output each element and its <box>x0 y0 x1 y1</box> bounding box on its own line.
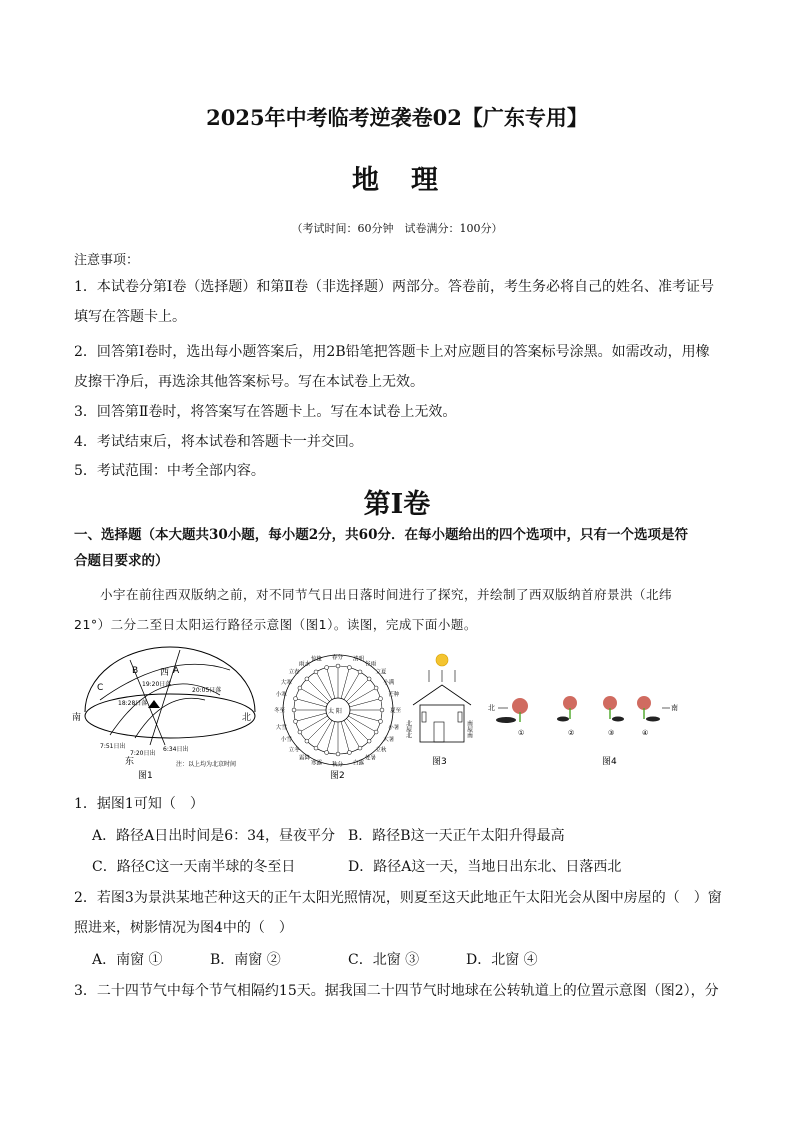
fig2-earth-dot <box>379 697 383 701</box>
q2-stem-line-2: 照进来，树影情况为图4中的（ ） <box>74 920 293 936</box>
fig2-term-label: 小雪 <box>280 737 292 743</box>
fig2-spoke <box>295 699 326 707</box>
intro-line-2: 21°）二分二至日太阳运行路径示意图（图1）。读图，完成下面小题。 <box>74 617 477 632</box>
fig2-spoke <box>350 713 381 721</box>
fig1-south: 南 <box>72 713 82 723</box>
fig2-spoke <box>295 713 326 721</box>
q2-option-b[interactable]: B．南窗 ② <box>210 952 281 968</box>
fig2-earth-dot <box>305 677 309 681</box>
notice-item-1-line-1: 1．本试卷分第Ⅰ卷（选择题）和第Ⅱ卷（非选择题）两部分。答卷前，考生务必将自己的姓名、准考证号 <box>74 279 714 295</box>
notice-item-2-line-1: 2．回答第Ⅰ卷时，选出每小题答案后，用2B铅笔把答题卡上对应题目的答案标号涂黑。如需改动，用橡 <box>74 344 710 360</box>
fig2-center: 太 阳 <box>328 708 342 715</box>
fig2-term-label: 惊蛰 <box>311 656 323 663</box>
q3-stem-line-1: 3．二十四节气中每个节气相隔约15天。据我国二十四节气时地球在公转轨道上的位置示意图（图2），分 <box>74 983 719 999</box>
q1-stem: 1．据图1可知（ ） <box>74 796 204 812</box>
fig2-earth-dot <box>314 746 318 750</box>
fig2-earth-dot <box>293 719 297 723</box>
fig1-path-b: B <box>132 666 139 676</box>
fig2-term-label: 夏至 <box>390 708 402 714</box>
fig4-south: 南 <box>671 704 678 712</box>
fig2-spoke <box>316 720 332 748</box>
fig2-term-label: 寒露 <box>311 760 323 767</box>
fig1-t-1920: 19:20日落 <box>142 681 172 688</box>
fig1-note: 注：以上均为北京时间 <box>176 761 237 768</box>
fig2-term-label: 冬至 <box>274 708 286 714</box>
subject-char-1: 地 <box>352 165 383 196</box>
fig1-t-1828: 18:28日落 <box>118 700 148 707</box>
q2-option-d[interactable]: D．北窗 ④ <box>466 952 538 968</box>
fig2-term-label: 霜降 <box>299 755 311 762</box>
fig2-earth-dot <box>314 670 318 674</box>
figure-4 <box>488 696 678 767</box>
fig2-spoke <box>344 720 360 748</box>
notice-item-5: 5．考试范围：中考全部内容。 <box>74 463 265 479</box>
fig2-spoke <box>300 688 328 704</box>
fig2-earth-dot <box>325 665 329 669</box>
fig2-earth-dot <box>374 730 378 734</box>
fig2-spoke <box>350 699 381 707</box>
intro-line-1: 小宇在前往西双版纳之前，对不同节气日出日落时间进行了探究，并绘制了西双版纳首府景洪（北纬 <box>100 587 673 602</box>
q2-option-a[interactable]: A．南窗 ① <box>92 952 163 968</box>
notice-item-1-line-2: 填写在答题卡上。 <box>74 309 186 325</box>
fig4-north: 北 <box>488 704 495 712</box>
fig2-spoke <box>327 667 335 698</box>
section-instruction-line-1: 一、选择题（本大题共30小题，每小题2分，共60分．在每小题给出的四个选项中，只有一个选项是符 <box>74 527 688 543</box>
notice-item-4: 4．考试结束后，将本试卷和答题卡一并交回。 <box>74 434 363 450</box>
fig3-south-window: 南屋南 <box>465 720 473 738</box>
figure-3 <box>405 654 473 767</box>
fig1-path-a: A <box>173 666 180 676</box>
fig3-caption: 图3 <box>432 757 447 767</box>
fig2-spoke <box>300 716 328 732</box>
fig2-spoke <box>307 679 330 702</box>
fig2-spoke <box>344 672 360 700</box>
fig2-term-label: 白露 <box>352 760 364 767</box>
fig2-earth-dot <box>358 746 362 750</box>
fig2-spoke <box>341 667 349 698</box>
fig2-term-label: 清明 <box>352 656 364 663</box>
fig4-label-2: ② <box>568 729 575 737</box>
fig2-earth-dot <box>347 751 351 755</box>
fig2-earth-dot <box>298 730 302 734</box>
fig2-term-label: 芒种 <box>388 692 400 699</box>
q1-option-b[interactable]: B．路径B这一天正午太阳升得最高 <box>348 828 565 844</box>
fig4-caption: 图4 <box>602 757 617 767</box>
fig2-term-label: 大寒 <box>280 680 292 686</box>
figures-strip <box>70 640 730 785</box>
fig2-earth-dot <box>379 719 383 723</box>
fig1-t-751: 7:51日出 <box>100 743 126 750</box>
fig1-east: 东 <box>125 757 135 767</box>
fig1-north: 北 <box>242 713 252 723</box>
fig2-earth-dot <box>298 686 302 690</box>
fig2-term-label: 小暑 <box>388 724 400 731</box>
section-title: 第Ⅰ卷 <box>363 489 431 520</box>
fig1-west: 西 <box>160 668 170 678</box>
fig2-earth-dot <box>325 751 329 755</box>
notice-item-2-line-2: 皮擦干净后，再选涂其他答案标号。写在本试卷上无效。 <box>74 374 424 390</box>
fig2-spoke <box>348 688 376 704</box>
fig2-earth-dot <box>336 664 340 668</box>
fig2-earth-dot <box>367 677 371 681</box>
fig2-spoke <box>327 722 335 753</box>
fig2-spoke <box>346 718 369 741</box>
fig2-term-label: 春分 <box>332 655 344 661</box>
figure-2 <box>274 653 402 781</box>
fig2-term-label: 秋分 <box>332 762 344 768</box>
fig4-label-3: ③ <box>608 729 615 737</box>
fig2-term-label: 大雪 <box>275 724 287 731</box>
figure-1 <box>72 647 255 781</box>
subject-title <box>0 158 794 197</box>
fig2-earth-dot <box>336 752 340 756</box>
fig2-term-label: 大暑 <box>383 737 395 743</box>
fig1-t-720: 7:20日出 <box>130 750 156 757</box>
fig2-term-label: 立秋 <box>375 747 387 754</box>
notice-heading: 注意事项： <box>74 253 140 268</box>
exam-title: 2025年中考临考逆袭卷02【广东专用】 <box>206 105 588 130</box>
notice-item-3: 3．回答第Ⅱ卷时，将答案写在答题卡上。写在本试卷上无效。 <box>74 404 457 420</box>
fig1-path-c: C <box>97 683 104 693</box>
fig4-label-1: ① <box>518 729 525 737</box>
fig2-earth-dot <box>374 686 378 690</box>
fig2-term-label: 立夏 <box>375 669 387 676</box>
fig2-term-label: 立冬 <box>288 747 300 754</box>
fig2-term-label: 小寒 <box>275 692 287 699</box>
fig2-earth-dot <box>358 670 362 674</box>
fig2-spoke <box>316 672 332 700</box>
fig2-spoke <box>346 679 369 702</box>
fig2-term-label: 立春 <box>288 669 300 676</box>
fig2-spoke <box>341 722 349 753</box>
fig2-earth-dot <box>305 739 309 743</box>
fig2-caption: 图2 <box>330 771 345 781</box>
fig2-earth-dot <box>347 665 351 669</box>
fig2-term-label: 小满 <box>383 680 395 686</box>
section-instruction-line-2: 合题目要求的） <box>74 553 169 569</box>
fig2-earth-dot <box>367 739 371 743</box>
fig4-label-4: ④ <box>642 729 649 737</box>
fig2-term-label: 处暑 <box>365 755 377 762</box>
fig2-term-label: 雨水 <box>299 661 311 668</box>
fig1-caption: 图1 <box>138 771 153 781</box>
fig1-t-634: 6:34日出 <box>163 746 189 753</box>
q2-option-c[interactable]: C．北窗 ③ <box>348 952 420 968</box>
subject-char-2: 理 <box>411 165 442 196</box>
q1-option-c[interactable]: C．路径C这一天南半球的冬至日 <box>92 859 296 875</box>
fig2-term-label: 谷雨 <box>365 661 377 668</box>
fig2-earth-dot <box>293 697 297 701</box>
fig1-t-2005: 20:05日落 <box>192 687 222 694</box>
q1-option-a[interactable]: A．路径A日出时间是6：34，昼夜平分 <box>92 828 335 844</box>
q1-option-d[interactable]: D．路径A这一天，当地日出东北、日落西北 <box>348 859 622 875</box>
fig3-north-window: 北屋北 <box>404 720 412 738</box>
fig2-spoke <box>307 718 330 741</box>
time-info: （考试时间：60分钟 试卷满分：100分） <box>291 222 503 235</box>
q2-stem-line-1: 2．若图3为景洪某地芒种这天的正午太阳光照情况，则夏至这天此地正午太阳光会从图中房屋的（ ）窗 <box>74 890 722 906</box>
fig2-spoke <box>348 716 376 732</box>
fig2-earth-dot <box>292 708 296 712</box>
fig2-earth-dot <box>380 708 384 712</box>
